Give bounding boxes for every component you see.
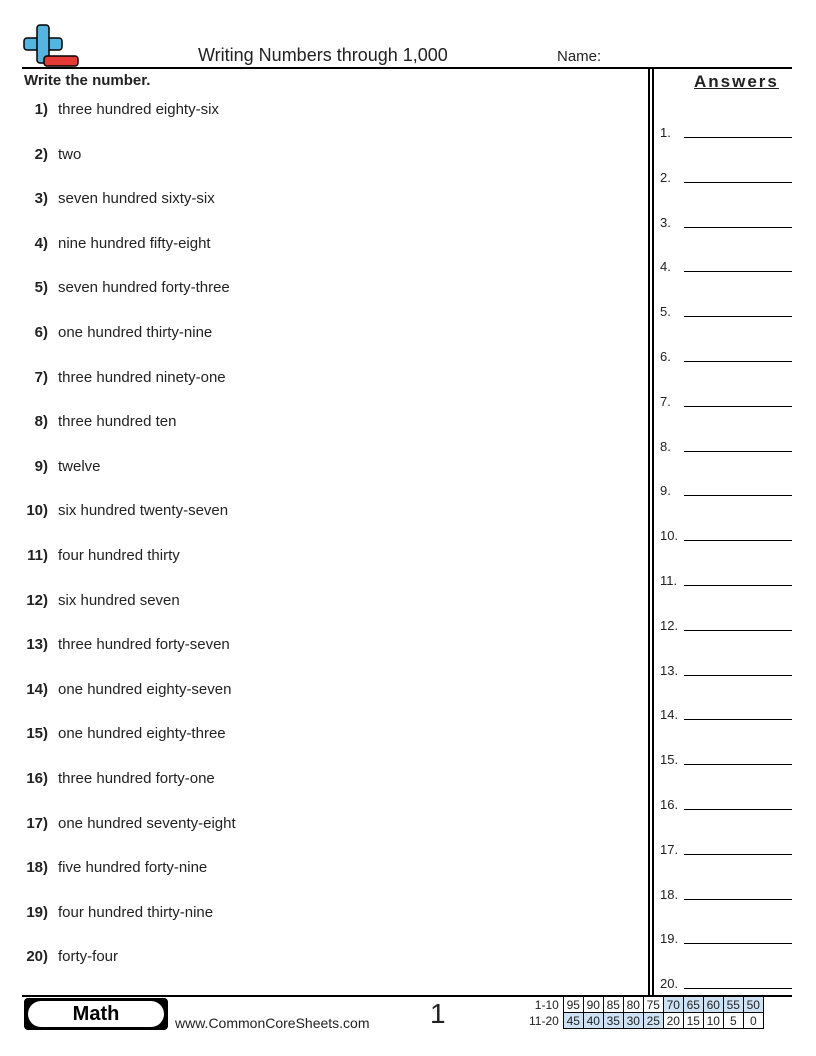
score-cell: 70: [663, 997, 683, 1013]
math-badge-label: Math: [28, 1001, 164, 1027]
answer-blank[interactable]: [660, 568, 792, 588]
score-cell: 95: [563, 997, 583, 1013]
question-text: four hundred thirty: [58, 547, 180, 564]
question-number: 9): [34, 457, 48, 475]
question-number: 16): [26, 770, 48, 787]
question-text: three hundred ten: [58, 413, 177, 431]
answer-blank[interactable]: [660, 971, 792, 991]
answer-blank[interactable]: [660, 747, 792, 767]
question-number: 19): [26, 903, 48, 921]
answer-blank[interactable]: [660, 254, 792, 274]
page-title: Writing Numbers through 1,000: [198, 45, 448, 65]
score-row: [527, 1013, 763, 1029]
question-text: three hundred forty-one: [58, 770, 215, 787]
answer-line[interactable]: [684, 451, 792, 452]
answer-number: 17.: [660, 841, 679, 857]
answer-line[interactable]: [684, 182, 792, 183]
answer-line[interactable]: [684, 271, 792, 272]
answer-number: 2.: [660, 169, 671, 185]
score-cell: 5: [723, 1013, 743, 1029]
answer-blank[interactable]: [660, 523, 792, 543]
header-rule: [22, 67, 792, 69]
answer-number: 13.: [660, 662, 679, 678]
answer-line[interactable]: [684, 809, 792, 810]
answer-number: 19.: [660, 931, 679, 947]
question-text: seven hundred sixty-six: [58, 190, 215, 208]
answer-line[interactable]: [684, 764, 792, 765]
answer-blank[interactable]: [660, 434, 792, 454]
answer-blank[interactable]: [660, 792, 792, 812]
answer-number: 6.: [660, 349, 671, 364]
score-cell: 55: [723, 997, 743, 1013]
answer-blank[interactable]: [660, 702, 792, 722]
answer-number: 8.: [660, 438, 671, 454]
question-text: seven hundred forty-three: [58, 279, 230, 297]
question-number: 2): [34, 145, 48, 163]
math-badge: [24, 998, 168, 1030]
score-cell: 75: [643, 997, 663, 1013]
answer-line[interactable]: [684, 227, 792, 228]
answer-number: 4.: [660, 259, 671, 275]
answer-number: 1.: [660, 125, 671, 140]
score-cell: 50: [743, 997, 763, 1013]
answer-blank[interactable]: [660, 165, 792, 185]
answer-line[interactable]: [684, 495, 792, 496]
answer-number: 20.: [660, 976, 679, 992]
answer-line[interactable]: [684, 137, 792, 138]
answer-blank[interactable]: [660, 926, 792, 946]
answer-number: 15.: [660, 752, 679, 768]
answer-line[interactable]: [684, 719, 792, 720]
answer-number: 18.: [660, 886, 679, 902]
score-row: [527, 997, 763, 1013]
page-number: 1: [430, 998, 446, 1029]
question-text: two: [58, 145, 82, 163]
score-cell: 45: [563, 1013, 583, 1029]
question-text: one hundred thirty-nine: [58, 324, 213, 341]
question-text: six hundred twenty-seven: [58, 502, 229, 520]
answer-line[interactable]: [684, 361, 792, 362]
answer-blank[interactable]: [660, 882, 792, 902]
question-text: forty-four: [58, 948, 119, 966]
answer-blank[interactable]: [660, 299, 792, 319]
question-number: 1): [34, 101, 48, 118]
answer-number: 16.: [660, 797, 679, 812]
question-number: 14): [26, 680, 48, 698]
answer-line[interactable]: [684, 540, 792, 541]
question-number: 7): [34, 368, 48, 386]
question-text: three hundred forty-seven: [58, 636, 230, 654]
score-range: 1-10: [534, 997, 559, 1012]
website-url: www.CommonCoreSheets.com: [175, 1015, 370, 1031]
name-label: Name:: [557, 48, 602, 65]
score-cell: 10: [703, 1013, 723, 1029]
answer-line[interactable]: [684, 675, 792, 676]
answer-number: 9.: [660, 483, 671, 499]
question-number: 4): [34, 234, 48, 252]
score-table: [527, 996, 764, 1029]
score-cell: 40: [583, 1013, 603, 1029]
question-number: 8): [34, 413, 48, 431]
answer-line[interactable]: [684, 854, 792, 855]
question-number: 10): [26, 502, 48, 520]
question-text: one hundred eighty-seven: [58, 680, 232, 698]
answer-blank[interactable]: [660, 478, 792, 498]
instructions: Write the number.: [24, 72, 151, 89]
answer-blank[interactable]: [660, 389, 792, 409]
score-cell: 0: [743, 1013, 763, 1029]
question-number: 20): [26, 948, 48, 966]
question-text: one hundred seventy-eight: [58, 814, 236, 832]
answer-line[interactable]: [684, 899, 792, 900]
score-cell: 80: [623, 997, 643, 1013]
score-cell: 60: [703, 997, 723, 1013]
question-number: 6): [34, 324, 48, 341]
question-text: nine hundred fifty-eight: [58, 234, 211, 252]
question-text: three hundred ninety-one: [58, 368, 226, 386]
answer-blank[interactable]: [660, 658, 792, 678]
question-number: 17): [26, 814, 48, 832]
answer-number: 3.: [660, 214, 671, 230]
score-cell: 35: [603, 1013, 623, 1029]
answer-number: 12.: [660, 617, 679, 633]
answer-number: 14.: [660, 707, 679, 723]
answer-line[interactable]: [684, 316, 792, 317]
answer-line[interactable]: [684, 585, 792, 586]
score-cell: 20: [663, 1013, 683, 1029]
answer-number: 10.: [660, 528, 679, 544]
answer-line[interactable]: [684, 943, 792, 944]
question-number: 3): [34, 190, 48, 208]
question-text: six hundred seven: [58, 591, 180, 609]
score-cell: 25: [643, 1013, 663, 1029]
question-text: four hundred thirty-nine: [58, 903, 214, 921]
column-divider: [648, 67, 654, 995]
answer-blank[interactable]: [660, 210, 792, 230]
question-text: one hundred eighty-three: [58, 725, 226, 743]
answer-line[interactable]: [684, 630, 792, 631]
question-number: 13): [26, 636, 48, 654]
score-range: 11-20: [529, 1013, 559, 1028]
question-number: 11): [27, 547, 48, 564]
score-cell: 65: [683, 997, 703, 1013]
question-number: 18): [26, 859, 48, 877]
answer-number: 11.: [660, 573, 678, 588]
answer-blank[interactable]: [660, 120, 792, 140]
answer-number: 5.: [660, 304, 671, 320]
score-cell: 85: [603, 997, 623, 1013]
answer-blank[interactable]: [660, 613, 792, 633]
answer-line[interactable]: [684, 406, 792, 407]
question-text: twelve: [58, 457, 101, 475]
question-number: 15): [26, 725, 48, 743]
question-text: five hundred forty-nine: [58, 859, 208, 877]
answer-number: 7.: [660, 393, 671, 409]
answer-line[interactable]: [684, 988, 792, 989]
answer-blank[interactable]: [660, 837, 792, 857]
answers-heading: Answers: [694, 72, 779, 91]
question-number: 5): [34, 279, 48, 297]
score-cell: 15: [683, 1013, 703, 1029]
question-text: three hundred eighty-six: [58, 101, 219, 118]
plus-minus-logo-icon: [22, 24, 82, 68]
answer-blank[interactable]: [660, 344, 792, 364]
question-number: 12): [26, 591, 48, 609]
score-cell: 30: [623, 1013, 643, 1029]
score-cell: 90: [583, 997, 603, 1013]
